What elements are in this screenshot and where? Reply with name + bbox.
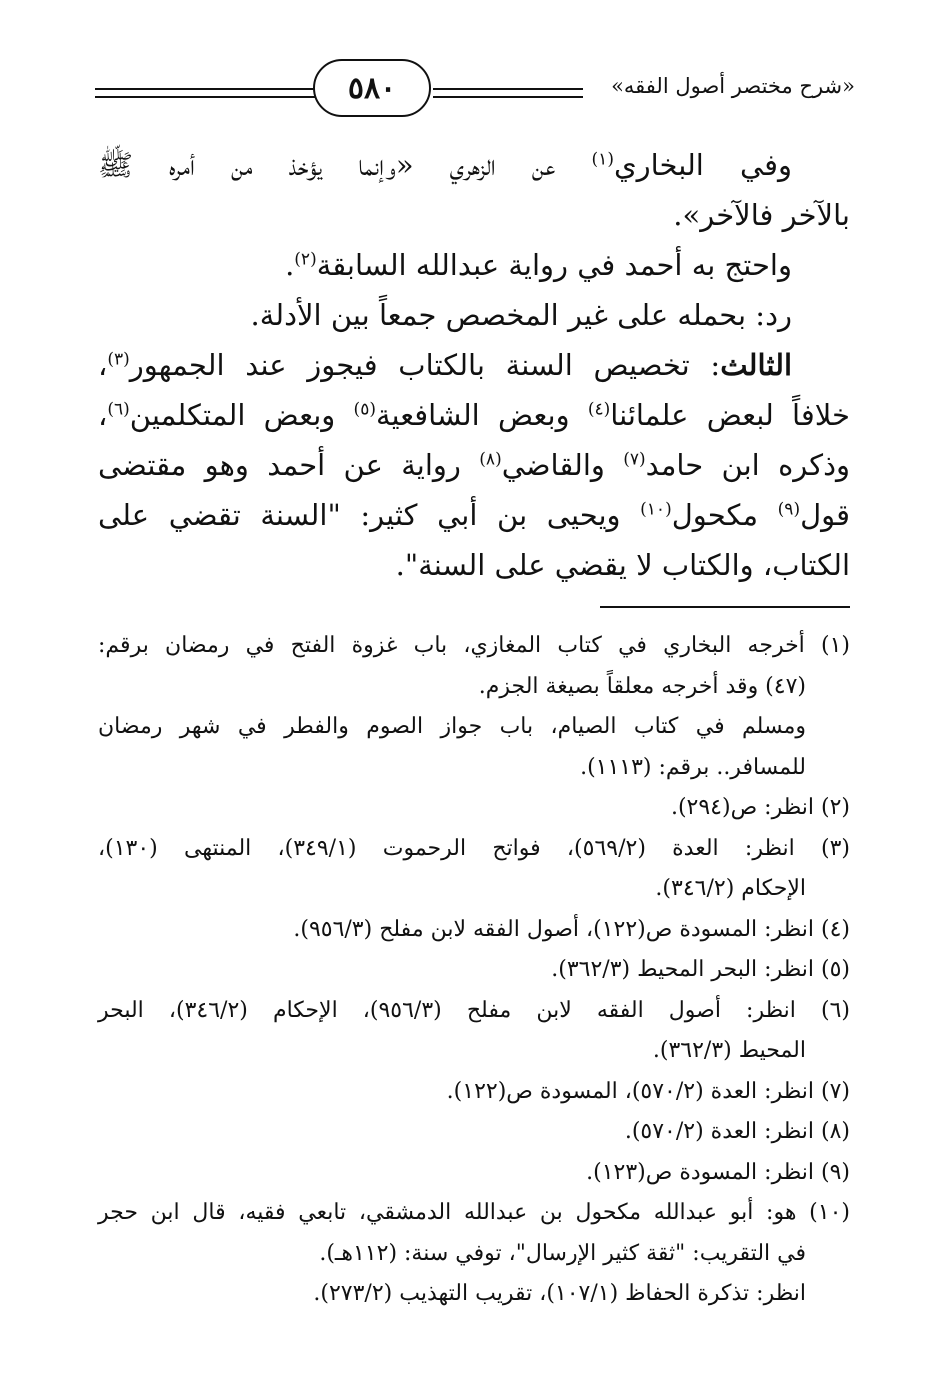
page-number: ٥٨٠	[313, 59, 431, 117]
text-line-5: الثالث: تخصيص السنة بالكتاب فيجوز عند الجمهور$^{(٣)}$،	[98, 348, 792, 382]
text-line-4: رد: بحمله على غير المخصص جمعاً بين الأدلة.	[250, 298, 792, 332]
text-line-7: وذكره ابن حامد$^{(٧)}$ والقاضي$^{(٨)}$ رواية عن أحمد وهو مقتضى	[98, 448, 850, 482]
footnote-ref-9[interactable]: (٩)	[777, 499, 801, 520]
section-heading-third: الثالث	[720, 348, 792, 382]
page-header	[95, 52, 855, 122]
footnote-1: (١) أخرجه البخاري في كتاب المغازي، باب غزوة الفتح في رمضان برقم: (٤٧) وقد أخرجه معلقاً بصيغة الجزم. ومسلم في كتاب الصيام، باب جواز الصوم والفطر في شهر رمضان للمسافر.. برقم: (١١١٣).	[98, 633, 850, 780]
text-line-8: قول$^{(٩)}$ مكحول$^{(١٠)}$ ويحيى بن أبي كثير: "السنة تقضي على	[98, 498, 850, 532]
footnote-4: (٤) انظر: المسودة ص(١٢٢)، أصول الفقه لابن مفلح (٩٥٦/٣).	[293, 916, 850, 942]
footnote-7: (٧) انظر: العدة (٥٧٠/٢)، المسودة ص(١٢٢).	[446, 1078, 850, 1104]
footnote-10: (١٠) هو: أبو عبدالله مكحول بن عبدالله الدمشقي، تابعي فقيه، قال ابن حجر في التقريب: "ثقة كثير الإرسال"، توفي سنة: (١١٢هـ). انظر: تذكرة الحفاظ (١٠٧/١)، تقريب التهذيب (٢٧٣/٢).	[98, 1200, 850, 1306]
footnote-ref-1[interactable]: (١)	[591, 149, 614, 170]
footnote-6: (٦) انظر: أصول الفقه لابن مفلح (٩٥٦/٣)، الإحكام (٣٤٦/٢)، البحر المحيط (٣٦٢/٣).	[98, 997, 850, 1063]
header-rule-left	[95, 88, 315, 98]
header-rule-right	[433, 88, 583, 98]
footnote-ref-10[interactable]: (١٠)	[640, 499, 672, 520]
footnote-9: (٩) انظر: المسودة ص(١٢٣).	[586, 1159, 850, 1185]
footnotes	[98, 626, 850, 1315]
text-line-3: واحتج به أحمد في رواية عبدالله السابقة$^{(٢)}$.	[285, 248, 792, 282]
footnote-ref-2[interactable]: (٢)	[294, 249, 317, 270]
footnote-ref-7[interactable]: (٧)	[623, 449, 646, 470]
text-line-9: الكتاب، والكتاب لا يقضي على السنة".	[395, 548, 850, 582]
text-line-1: وفي البخاري$^{(١)}$ عن الزهري «وإنما يؤخذ من أمره ﷺ	[98, 148, 792, 182]
footnote-ref-4[interactable]: (٤)	[587, 399, 611, 420]
text-line-6: خلافاً لبعض علمائنا$^{(٤)}$ وبعض الشافعية$^{(٥)}$ وبعض المتكلمين$^{(٦)}$،	[98, 398, 850, 432]
footnote-separator	[600, 606, 850, 608]
text-line-2: بالآخر فالآخر».	[673, 198, 850, 232]
footnote-5: (٥) انظر: البحر المحيط (٣٦٢/٣).	[551, 957, 850, 982]
footnote-8: (٨) انظر: العدة (٥٧٠/٢).	[624, 1119, 850, 1144]
footnote-ref-3[interactable]: (٣)	[107, 349, 130, 370]
main-text	[98, 140, 850, 590]
footnote-ref-5[interactable]: (٥)	[353, 399, 376, 420]
footnote-ref-8[interactable]: (٨)	[479, 449, 502, 470]
footnote-ref-6[interactable]: (٦)	[107, 399, 130, 420]
running-title: «شرح مختصر أصول الفقه»	[611, 74, 855, 98]
footnote-3: (٣) انظر: العدة (٥٦٩/٢)، فواتح الرحموت (٣٤٩/١)، المنتهى (١٣٠)، الإحكام (٣٤٦/٢).	[98, 835, 851, 901]
footnote-2: (٢) انظر: ص(٢٩٤).	[670, 795, 850, 820]
